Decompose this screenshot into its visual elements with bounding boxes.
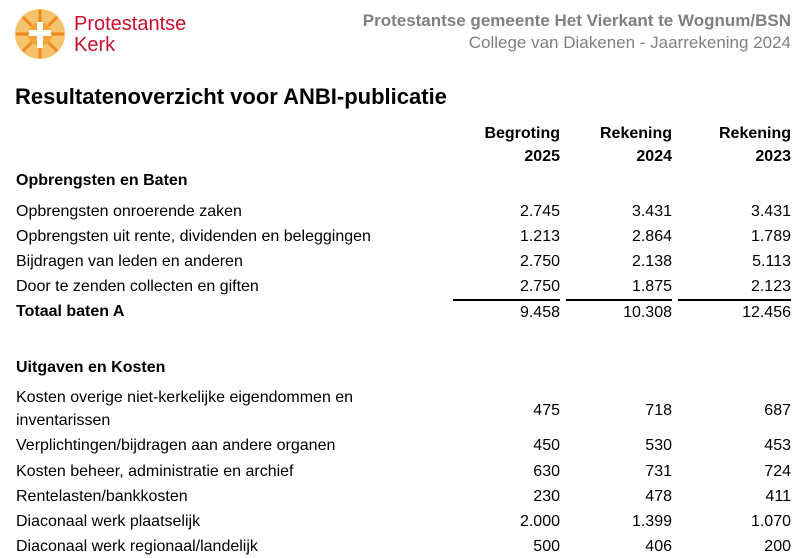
column-header-line2: 2024 <box>636 148 672 165</box>
logo-line2: Kerk <box>74 34 116 56</box>
row-label: Verplichtingen/bijdragen aan andere organen <box>16 437 336 454</box>
value-begroting-2025: 630 <box>533 463 560 480</box>
value-rekening-2023: 200 <box>764 538 791 555</box>
row-label <box>16 386 396 432</box>
row-label: Diaconaal werk regionaal/landelijk <box>16 538 258 555</box>
subtotal-rule <box>566 299 672 301</box>
value-rekening-2024: 406 <box>645 538 672 555</box>
row-label: Opbrengsten onroerende zaken <box>16 203 242 220</box>
value-begroting-2025: 475 <box>533 402 560 419</box>
section-title-opbrengsten: Opbrengsten en Baten <box>16 172 188 189</box>
protestantse-kerk-logo <box>14 8 214 62</box>
row-label: Opbrengsten uit rente, dividenden en beleggingen <box>16 228 371 245</box>
total-label: Totaal baten A <box>16 303 125 320</box>
value-begroting-2025: 230 <box>533 488 560 505</box>
value-begroting-2025: 2.000 <box>519 513 560 530</box>
value-rekening-2023: 3.431 <box>750 203 791 220</box>
value-rekening-2024: 2.138 <box>631 253 672 270</box>
value-rekening-2024: 718 <box>645 402 672 419</box>
column-header-line1: Begroting <box>484 125 560 142</box>
total-begroting-2025: 9.458 <box>519 304 560 321</box>
value-rekening-2024: 530 <box>645 437 672 454</box>
value-begroting-2025: 2.745 <box>519 203 560 220</box>
value-begroting-2025: 500 <box>533 538 560 555</box>
row-label-line1: Kosten overige niet-kerkelijke eigendommen en <box>16 389 354 406</box>
document-header <box>363 10 791 54</box>
logo-text <box>74 14 186 56</box>
section-title-uitgaven: Uitgaven en Kosten <box>16 359 166 376</box>
value-rekening-2023: 5.113 <box>752 253 791 270</box>
value-rekening-2023: 1.789 <box>750 228 791 245</box>
column-header-line2: 2023 <box>755 148 791 165</box>
logo-sun-cross-icon <box>14 8 66 60</box>
subtotal-rule <box>453 299 560 301</box>
value-rekening-2024: 3.431 <box>631 203 672 220</box>
row-label: Kosten beheer, administratie en archief <box>16 463 294 480</box>
total-rekening-2023: 12.456 <box>742 304 791 321</box>
subtotal-rule <box>678 299 791 301</box>
value-rekening-2023: 2.123 <box>750 278 791 295</box>
row-label-line2: inventarissen <box>16 412 111 429</box>
total-rekening-2024: 10.308 <box>623 304 672 321</box>
value-begroting-2025: 1.213 <box>519 228 560 245</box>
header-organization: Protestantse gemeente Het Vierkant te Wognum/BSN <box>362 11 791 30</box>
value-rekening-2024: 1.399 <box>631 513 672 530</box>
column-header-begroting-2025 <box>460 122 560 168</box>
value-rekening-2024: 2.864 <box>631 228 672 245</box>
row-label: Door te zenden collecten en giften <box>16 278 259 295</box>
column-header-line1: Rekening <box>599 125 672 142</box>
logo-line1: Protestantse <box>74 13 187 35</box>
value-rekening-2024: 731 <box>645 463 672 480</box>
value-rekening-2024: 478 <box>645 488 672 505</box>
value-rekening-2023: 687 <box>764 402 791 419</box>
value-rekening-2024: 1.875 <box>631 278 672 295</box>
column-header-line2: 2025 <box>524 148 560 165</box>
row-label: Diaconaal werk plaatselijk <box>16 513 201 530</box>
column-header-rekening-2024 <box>572 122 672 168</box>
row-label: Bijdragen van leden en anderen <box>16 253 243 270</box>
column-header-rekening-2023 <box>691 122 791 168</box>
column-header-line1: Rekening <box>718 125 791 142</box>
value-begroting-2025: 2.750 <box>519 278 560 295</box>
page-title: Resultatenoverzicht voor ANBI-publicatie <box>15 84 447 109</box>
row-label: Rentelasten/bankkosten <box>16 488 188 505</box>
value-rekening-2023: 724 <box>764 463 791 480</box>
header-subtitle: College van Diakenen - Jaarrekening 2024 <box>468 33 791 52</box>
value-begroting-2025: 450 <box>533 437 560 454</box>
value-rekening-2023: 1.070 <box>750 513 791 530</box>
value-rekening-2023: 453 <box>764 437 791 454</box>
value-begroting-2025: 2.750 <box>519 253 560 270</box>
value-rekening-2023: 411 <box>765 488 791 505</box>
